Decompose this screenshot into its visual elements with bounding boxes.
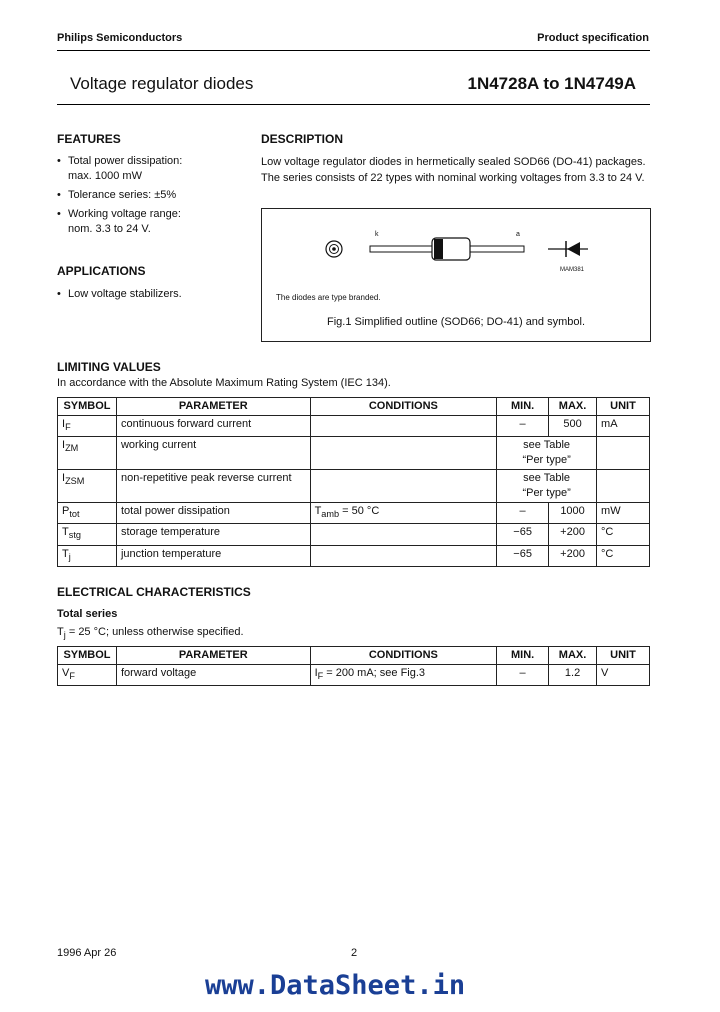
parameter-cell: storage temperature (116, 524, 310, 545)
symbol-cell: $P_{tot}$ (58, 503, 117, 524)
limiting-heading: LIMITING VALUES (57, 360, 161, 374)
conditions-cell (310, 437, 497, 470)
conditions-cell: $I_F = 200$ mA; see Fig.3 (310, 665, 497, 686)
figure-box (261, 208, 651, 342)
electrical-heading: ELECTRICAL CHARACTERISTICS (57, 585, 251, 599)
table-row (58, 545, 650, 566)
features-list (57, 154, 247, 241)
col-header: SYMBOL (58, 647, 117, 665)
table-row (58, 503, 650, 524)
col-header: MIN. (497, 647, 549, 665)
min-max-cell: see Table “Per type” (497, 437, 597, 470)
electrical-subheading: Total series (57, 608, 118, 620)
max-cell: +200 (549, 545, 597, 566)
table-header-row (58, 398, 650, 416)
parameter-cell: working current (116, 437, 310, 470)
col-header: MAX. (549, 647, 597, 665)
unit-cell: °C (597, 524, 650, 545)
col-header: UNIT (597, 647, 650, 665)
page-number: 2 (351, 947, 358, 959)
anode-label: a (516, 231, 520, 238)
parameter-cell: non-repetitive peak reverse current (116, 470, 310, 503)
unit-cell: mA (597, 416, 650, 437)
table-row (58, 470, 650, 503)
col-header: MIN. (497, 398, 549, 416)
col-header: CONDITIONS (310, 647, 497, 665)
table-header-row (58, 647, 650, 665)
symbol-cell: $T_j$ (58, 545, 117, 566)
conditions-cell (310, 470, 497, 503)
min-cell: – (497, 503, 549, 524)
min-cell: – (497, 416, 549, 437)
page-title: Voltage regulator diodes (70, 74, 254, 93)
conditions-cell: $T_{amb} = 50$ °C (310, 503, 497, 524)
conditions-cell (310, 524, 497, 545)
electrical-table (57, 646, 650, 686)
min-cell: −65 (497, 524, 549, 545)
header-rule (57, 50, 650, 51)
max-cell: 1000 (549, 503, 597, 524)
conditions-cell (310, 545, 497, 566)
unit-cell: mW (597, 503, 650, 524)
application-item: • Low voltage stabilizers. (57, 287, 247, 302)
symbol-cell: $V_F$ (58, 665, 117, 686)
unit-cell (597, 437, 650, 470)
min-cell: – (497, 665, 549, 686)
company-name: Philips Semiconductors (57, 32, 183, 44)
symbol-cell: $I_{ZSM}$ (58, 470, 117, 503)
min-max-cell: see Table “Per type” (497, 470, 597, 503)
col-header: PARAMETER (116, 398, 310, 416)
parameter-cell: total power dissipation (116, 503, 310, 524)
applications-heading: APPLICATIONS (57, 264, 146, 278)
col-header: MAX. (549, 398, 597, 416)
symbol-cell: $I_F$ (58, 416, 117, 437)
table-row (58, 665, 650, 686)
symbol-cell: $I_{ZM}$ (58, 437, 117, 470)
table-row (58, 437, 650, 470)
symbol-cell: $T_{stg}$ (58, 524, 117, 545)
applications-list (57, 287, 247, 306)
table-row (58, 524, 650, 545)
feature-item: • Total power dissipation: max. 1000 mW (57, 154, 247, 184)
unit-cell: V (597, 665, 650, 686)
table-row (58, 416, 650, 437)
title-rule (57, 104, 650, 105)
parameter-cell: junction temperature (116, 545, 310, 566)
col-header: CONDITIONS (310, 398, 497, 416)
features-heading: FEATURES (57, 132, 121, 146)
figure-code: MAM381 (560, 267, 585, 273)
col-header: UNIT (597, 398, 650, 416)
unit-cell: °C (597, 545, 650, 566)
parameter-cell: continuous forward current (116, 416, 310, 437)
doc-type: Product specification (537, 32, 649, 44)
description-heading: DESCRIPTION (261, 132, 344, 146)
feature-item: • Working voltage range: nom. 3.3 to 24 V. (57, 207, 247, 237)
figure-caption: Fig.1 Simplified outline (SOD66; DO-41) and symbol. (327, 316, 585, 328)
parameter-cell: forward voltage (116, 665, 310, 686)
description-text: Low voltage regulator diodes in hermetically sealed SOD66 (DO-41) packages. The series consists of 22 types with nominal working voltages from 3.3 to 24 V. (261, 156, 646, 184)
feature-item: • Tolerance series: ±5% (57, 188, 247, 203)
max-cell: +200 (549, 524, 597, 545)
limiting-subtitle: In accordance with the Absolute Maximum Rating System (IEC 134). (57, 377, 391, 389)
conditions-cell (310, 416, 497, 437)
limiting-values-table (57, 397, 650, 567)
col-header: SYMBOL (58, 398, 117, 416)
col-header: PARAMETER (116, 647, 310, 665)
cathode-label: k (375, 231, 379, 238)
electrical-conditions: $T_j = 25$ °C; unless otherwise specified. (57, 626, 244, 641)
unit-cell (597, 470, 650, 503)
figure-note: The diodes are type branded. (276, 293, 381, 302)
part-range: 1N4728A to 1N4749A (467, 74, 636, 93)
watermark-link[interactable]: www.DataSheet.in (205, 970, 466, 1001)
min-cell: −65 (497, 545, 549, 566)
max-cell: 500 (549, 416, 597, 437)
max-cell: 1.2 (549, 665, 597, 686)
footer-date: 1996 Apr 26 (57, 947, 117, 959)
